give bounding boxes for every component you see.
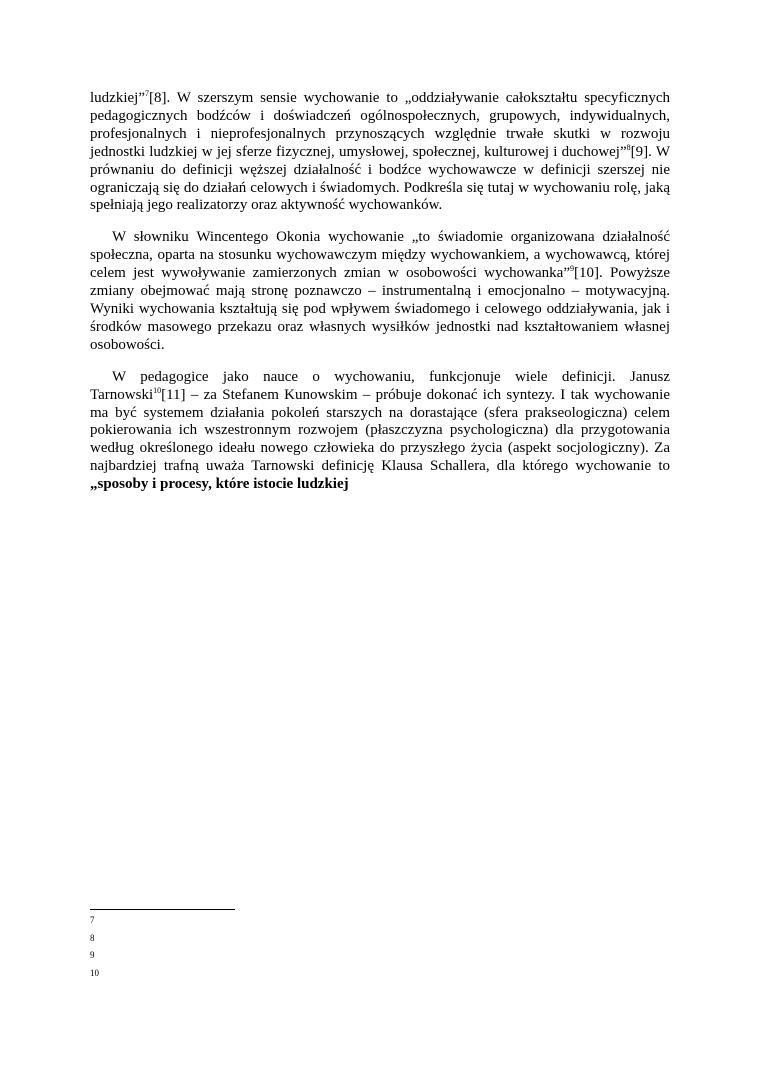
body-text: [90, 90, 670, 508]
footnote-9: 9: [90, 950, 95, 960]
text-run: [8]. W szerszym sensie wychowanie to „oddziaływanie całokształtu specyficznych pedagogicznych bodźców i doświadczeń ogólnospołecznych, grupowych, indywidualnych, profesjonalnych i nieprofesjonalnych przynoszących względnie trwałe skutki w rozwoju jednostki ludzkiej w jej sferze fizycznej, umysłowej, społecznej, kulturowej i duchowej”: [90, 90, 670, 160]
text-run: ludzkiej”: [90, 90, 145, 106]
text-run: [11] – za Stefanem Kunowskim – próbuje dokonać ich syntezy. I tak wychowanie ma być systemem działania pokoleń starszych na dorastające (sfera prakseologiczna) celem pokierowania ich wszestronnym rozwojem (płaszczyzna psychologiczna) dla przygotowania według określonego ideału nowego człowieka do przyszłego życia (aspekt socjologiczny). Za najbardziej trafną uważa Tarnowski definicję Klausa Schallera, dla którego wychowanie to: [90, 386, 670, 475]
text-run: [9]. W prównaniu do definicji węższej działalność i bodźce wychowawcze w definicji szerszej nie ograniczają się do działań celowych i świadomych. Podkreśla się tutaj w wychowaniu rolę, jaką spełniają jego realizatorzy oraz aktywność wychowanków.: [90, 143, 670, 214]
footnote-ref-10[interactable]: 10: [153, 385, 162, 395]
footnote-ref-7[interactable]: 7: [144, 89, 149, 98]
paragraph-2: [90, 229, 670, 354]
bold-text-run: „sposoby i procesy, które istocie ludzkiej: [90, 476, 349, 493]
footnote-10: 10: [90, 967, 99, 978]
text-run: [10]. Powyższe zmiany obejmować mają stronę poznawczo – instrumentalną i emocjonalno – motywacyjną. Wyniki wychowania kształtują się pod wpływem świadomego i celowego oddziaływania, jak i środków masowego przekazu oraz własnych wysiłków jednostki nad kształtowaniem własnej osobowości.: [90, 265, 670, 353]
paragraph-1: [90, 90, 670, 215]
paragraph-3: [90, 369, 670, 494]
footnote-separator: [90, 909, 235, 910]
footnote-ref-8[interactable]: 8: [626, 142, 631, 152]
text-run: W pedagogice jako nauce o wychowaniu, funkcjonuje wiele definicji. Janusz Tarnowski: [90, 368, 670, 403]
footnote-ref-9[interactable]: 9: [569, 264, 574, 274]
footnotes-area: [90, 912, 670, 982]
footnote-7: 7: [90, 915, 95, 925]
footnote-8: 8: [90, 932, 95, 943]
text-run: W słowniku Wincentego Okonia wychowanie „to świadomie organizowana działalność społeczna, oparta na stosunku wychowawczym między wychowankiem, a wychowawcą, której celem jest wywoływanie zamierzonych zmian w osobowości wychowanka”: [90, 229, 670, 282]
